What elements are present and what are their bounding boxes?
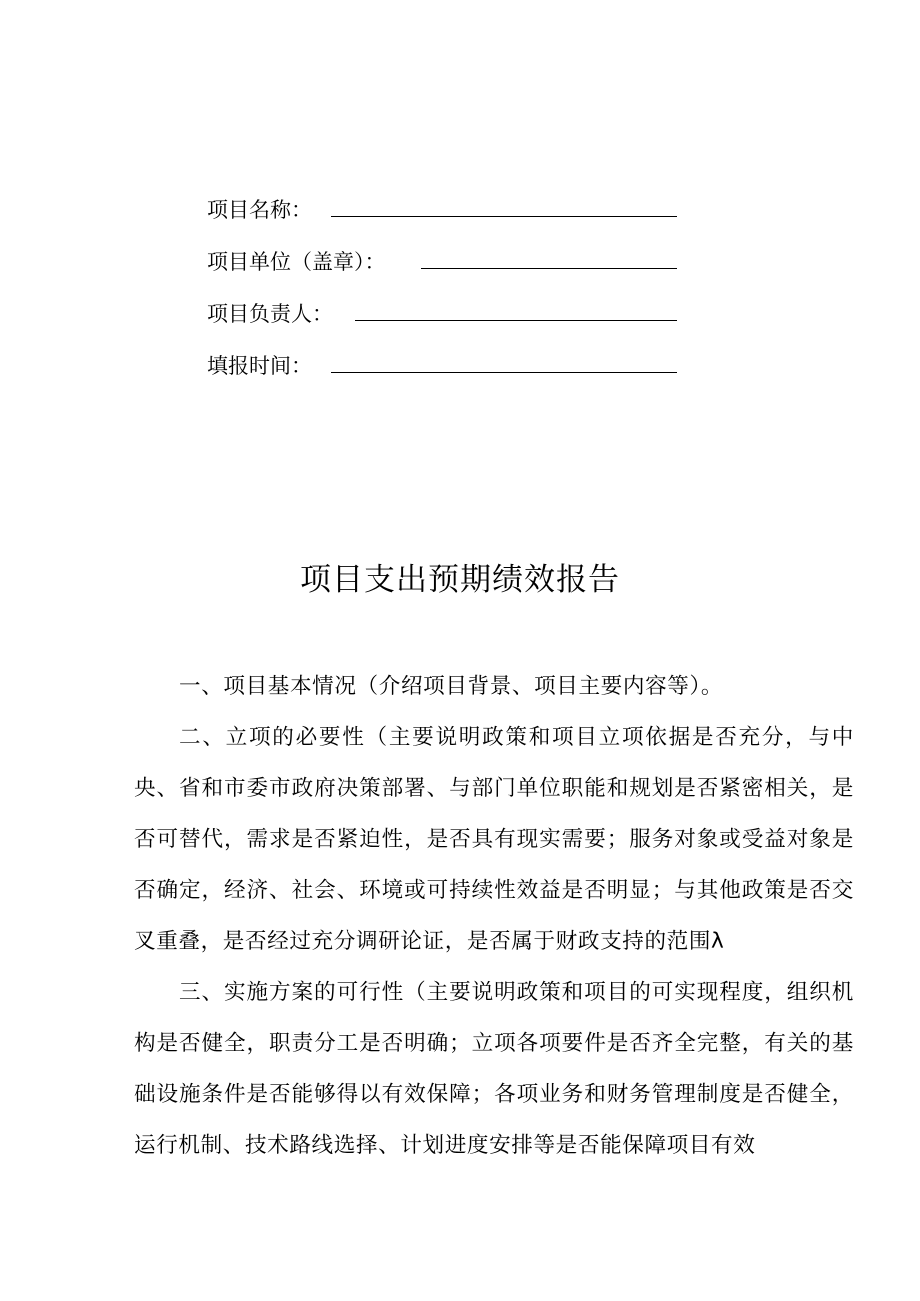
field-label: 项目单位（盖章）： bbox=[207, 250, 386, 274]
field-fill-date bbox=[207, 346, 677, 398]
section-paragraph: 一、项目基本情况（介绍项目背景、项目主要内容等）。 bbox=[179, 674, 724, 699]
field-label: 项目名称： bbox=[207, 198, 312, 222]
field-project-lead bbox=[207, 294, 677, 346]
field-project-unit bbox=[207, 242, 677, 294]
field-underline[interactable] bbox=[355, 320, 677, 321]
report-body bbox=[134, 661, 854, 1171]
section-paragraph: 三、实施方案的可行性（主要说明政策和项目的可实现程度，组织机构是否健全，职责分工是否明确；立项各项要件是否齐全完整，有关的基础设施条件是否能够得以有效保障；各项业务和财务管理制度是否健全，运行机制、技术路线选择、计划进度安排等是否能保障项目有效 bbox=[134, 980, 854, 1158]
field-underline[interactable] bbox=[331, 216, 677, 217]
report-title: 项目支出预期绩效报告 bbox=[300, 562, 620, 598]
field-project-name bbox=[207, 190, 677, 242]
form-fields bbox=[207, 190, 677, 398]
field-label: 填报时间： bbox=[207, 354, 312, 378]
field-label: 项目负责人： bbox=[207, 302, 333, 326]
section-paragraph: 二、立项的必要性（主要说明政策和项目立项依据是否充分，与中央、省和市委市政府决策部署、与部门单位职能和规划是否紧密相关，是否可替代，需求是否紧迫性，是否具有现实需要；服务对象或受益对象是否确定，经济、社会、环境或可持续性效益是否明显；与其他政策是否交叉重叠，是否经过充分调研论证，是否属于财政支持的范围λ bbox=[134, 725, 854, 954]
field-underline[interactable] bbox=[421, 268, 677, 269]
field-underline[interactable] bbox=[331, 372, 677, 373]
